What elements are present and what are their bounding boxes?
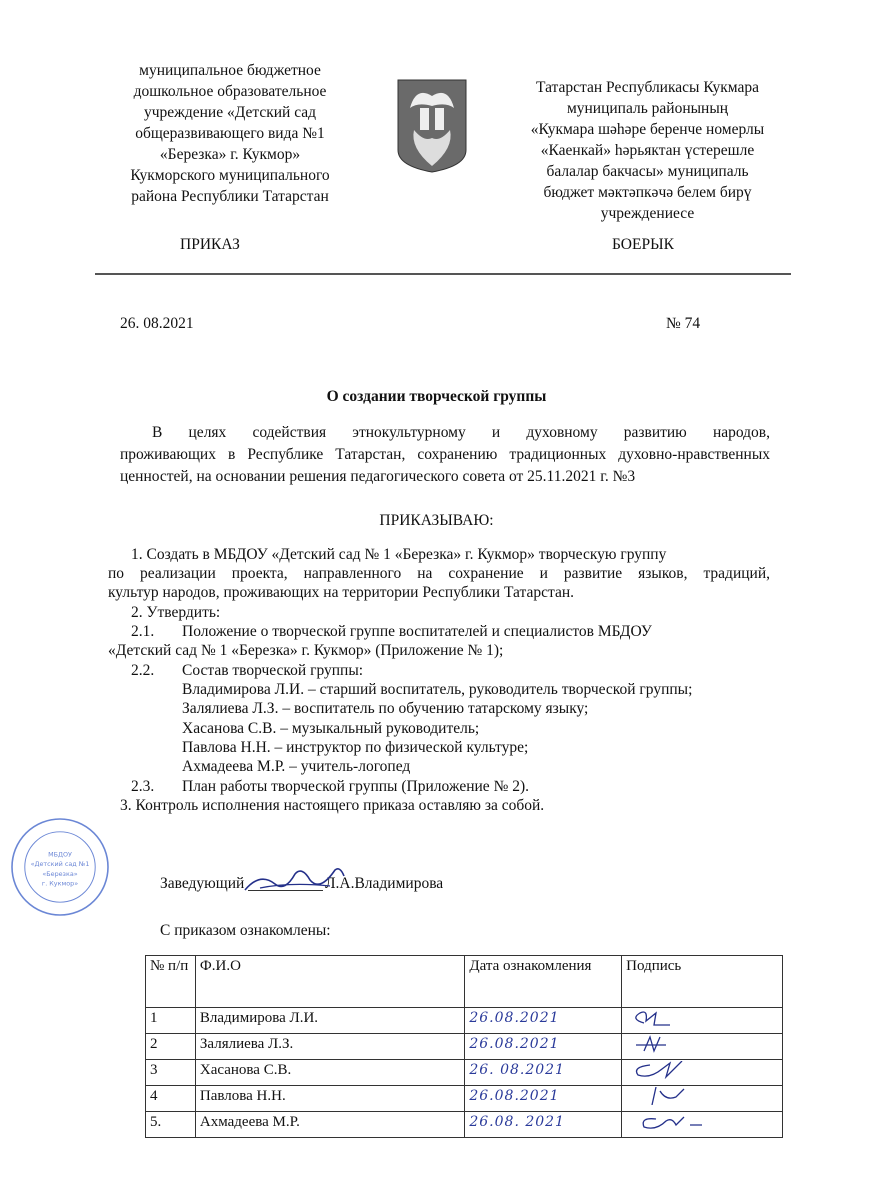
doc-type-tt: БОЕРЫК <box>612 236 674 253</box>
row-signature <box>622 1112 783 1138</box>
item-2-3-number: 2.3. <box>131 778 155 795</box>
row-signature <box>622 1060 783 1086</box>
item-1: 1. Создать в МБДОУ «Детский сад № 1 «Березка» г. Кукмор» творческую группу <box>131 546 667 563</box>
table-row <box>146 1034 783 1060</box>
table-row <box>146 1008 783 1034</box>
item-2-2-number: 2.2. <box>131 662 155 679</box>
preamble-line: проживающих в Республике Татарстан, сохранению традиционных духовно-нравственных <box>120 446 770 463</box>
header-left-line: дошкольное образовательное <box>133 83 327 100</box>
item-2-1-cont: «Детский сад № 1 «Березка» г. Кукмор» (Приложение № 1); <box>108 642 504 659</box>
item-2-3: План работы творческой группы (Приложение № 2). <box>182 778 530 795</box>
row-date: 26.08. 2021 <box>465 1112 622 1138</box>
row-signature <box>622 1008 783 1034</box>
svg-text:«Березка»: «Березка» <box>42 869 78 878</box>
member-line: Павлова Н.Н. – инструктор по физической культуре; <box>182 739 529 756</box>
acquaintance-table <box>145 955 783 1138</box>
item-2-1: Положение о творческой группе воспитателей и специалистов МБДОУ <box>182 623 652 640</box>
signature-name: Л.А.Владимирова <box>325 875 444 892</box>
header-right-line: бюджет мәктәпкәчә белем бирү <box>543 184 752 201</box>
order-title: О создании творческой группы <box>326 388 547 405</box>
row-number: 3 <box>146 1060 196 1086</box>
row-name: Владимирова Л.И. <box>195 1008 464 1034</box>
order-number: № 74 <box>666 315 701 332</box>
handwritten-signature <box>626 1061 706 1079</box>
header-left-line: муниципальное бюджетное <box>139 62 321 79</box>
header-left-line: учреждение «Детский сад <box>143 104 317 121</box>
official-stamp <box>8 815 112 919</box>
header-divider <box>95 273 791 275</box>
row-name: Ахмадеева М.Р. <box>195 1112 464 1138</box>
member-line: Залялиева Л.З. – воспитатель по обучению татарскому языку; <box>182 700 589 717</box>
preamble-line: ценностей, на основании решения педагогического совета от 25.11.2021 г. №3 <box>120 468 636 485</box>
order-date: 26. 08.2021 <box>120 315 194 332</box>
item-3: 3. Контроль исполнения настоящего приказа оставляю за собой. <box>120 797 545 814</box>
item-1-cont: по реализации проекта, направленного на сохранение и развитие языков, традиций, <box>108 565 770 582</box>
handwritten-signature <box>626 1009 686 1027</box>
item-1-cont: культур народов, проживающих на территории Республики Татарстан. <box>108 584 575 601</box>
header-left-line: общеразвивающего вида №1 <box>135 125 325 142</box>
svg-text:«Детский сад №1: «Детский сад №1 <box>30 860 90 869</box>
header-left-line: «Березка» г. Кукмор» <box>159 146 301 163</box>
signature-role: Заведующий <box>160 875 245 892</box>
header-date: Дата ознакомления <box>465 956 622 1008</box>
row-number: 5. <box>146 1112 196 1138</box>
row-signature <box>622 1086 783 1112</box>
acquainted-label: С приказом ознакомлены: <box>160 922 331 939</box>
header-name: Ф.И.О <box>195 956 464 1008</box>
table-row <box>146 1060 783 1086</box>
header-number: № п/п <box>146 956 196 1008</box>
header-right-line: Татарстан Республикасы Кукмара <box>536 79 759 96</box>
header-right <box>505 77 790 224</box>
row-name: Залялиева Л.З. <box>195 1034 464 1060</box>
director-signature <box>240 862 350 898</box>
table-row <box>146 1086 783 1112</box>
member-line: Хасанова С.В. – музыкальный руководитель; <box>182 720 480 737</box>
preamble-line: В целях содействия этнокультурному и духовному развитию народов, <box>152 424 770 441</box>
header-right-line: муниципаль районының <box>566 100 729 117</box>
row-name: Хасанова С.В. <box>195 1060 464 1086</box>
row-signature <box>622 1034 783 1060</box>
row-number: 4 <box>146 1086 196 1112</box>
row-date: 26.08.2021 <box>465 1086 622 1112</box>
row-name: Павлова Н.Н. <box>195 1086 464 1112</box>
coat-of-arms-emblem <box>396 78 468 174</box>
header-left-line: района Республики Татарстан <box>131 188 329 205</box>
row-date: 26. 08.2021 <box>465 1060 622 1086</box>
order-word: ПРИКАЗЫВАЮ: <box>379 512 494 529</box>
handwritten-signature <box>626 1035 696 1053</box>
item-2: 2. Утвердить: <box>131 604 221 621</box>
header-right-line: балалар бакчасы» муниципаль <box>546 163 749 180</box>
header-right-line: «Каенкай» һәрьяктан үстерешле <box>540 142 755 159</box>
member-line: Ахмадеева М.Р. – учитель-логопед <box>182 758 411 775</box>
row-date: 26.08.2021 <box>465 1034 622 1060</box>
doc-type-ru: ПРИКАЗ <box>180 236 240 253</box>
header-left <box>110 60 350 207</box>
header-right-line: учреждениесе <box>600 205 695 222</box>
handwritten-signature <box>626 1087 706 1105</box>
item-2-1-number: 2.1. <box>131 623 155 640</box>
member-line: Владимирова Л.И. – старший воспитатель, руководитель творческой группы; <box>182 681 693 698</box>
handwritten-signature <box>626 1113 716 1131</box>
header-signature: Подпись <box>622 956 783 1008</box>
row-date: 26.08.2021 <box>465 1008 622 1034</box>
svg-text:МБДОУ: МБДОУ <box>48 850 72 859</box>
row-number: 1 <box>146 1008 196 1034</box>
item-2-2: Состав творческой группы: <box>182 662 364 679</box>
table-row <box>146 1112 783 1138</box>
row-number: 2 <box>146 1034 196 1060</box>
svg-text:г. Кукмор»: г. Кукмор» <box>41 879 79 888</box>
header-left-line: Кукморского муниципального <box>130 167 330 184</box>
table-header-row <box>146 956 783 1008</box>
header-right-line: «Кукмара шәһәре беренче номерлы <box>530 121 765 138</box>
